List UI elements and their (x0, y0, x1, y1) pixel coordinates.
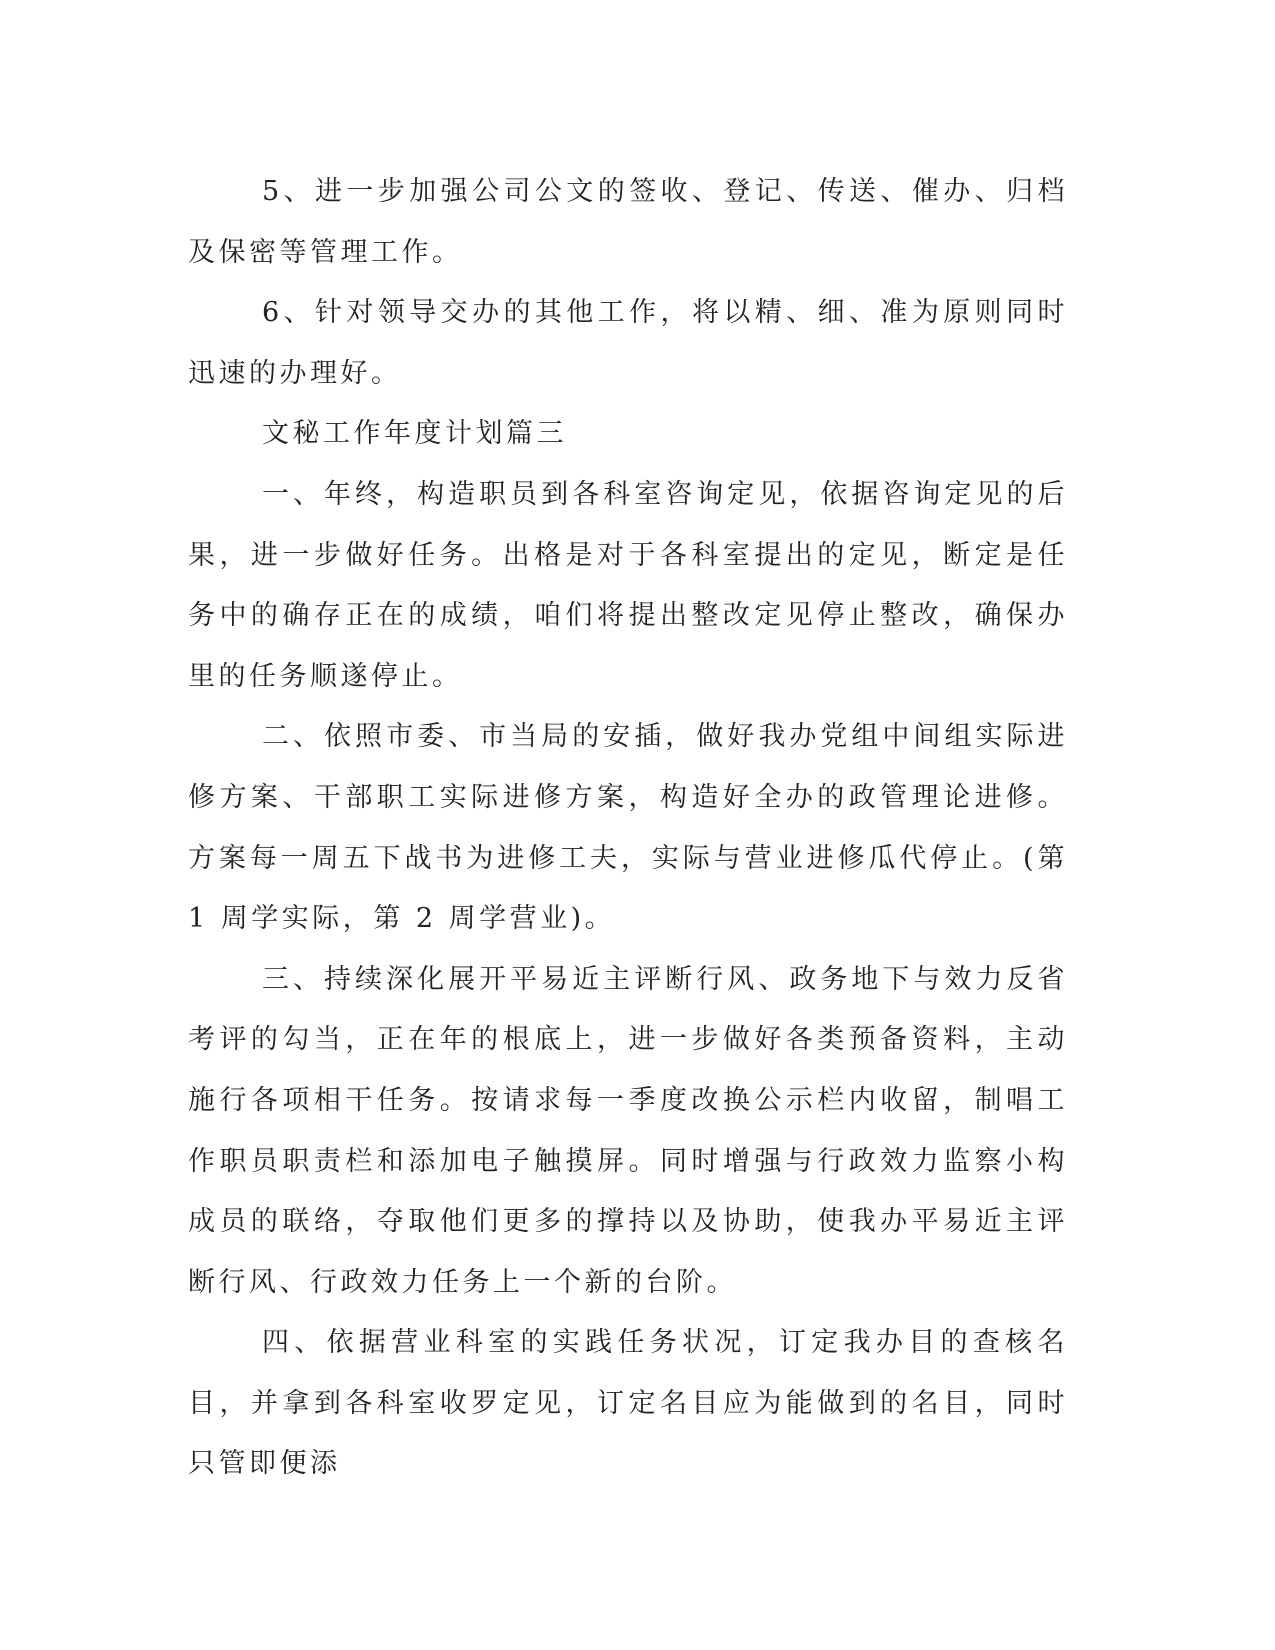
paragraph-point-2: 二、依照市委、市当局的安插，做好我办党组中间组实际进修方案、干部职工实际进修方案，构造好全办的政管理论进修。方案每一周五下战书为进修工夫，实际与营业进修瓜代停止。(第 1 周学实际，第 2 周学营业)。 (188, 721, 1068, 935)
paragraph-item-6: 6、针对领导交办的其他工作，将以精、细、准为原则同时迅速的办理好。 (188, 297, 1068, 389)
paragraph-point-4: 四、依据营业科室的实践任务状况，订定我办目的查核名目，并拿到各科室收罗定见，订定名目应为能做到的名目，同时只管即便添 (188, 1327, 1068, 1480)
section-heading: 文秘工作年度计划篇三 (262, 418, 567, 450)
paragraph-point-3: 三、持续深化展开平易近主评断行风、政务地下与效力反省考评的勾当，正在年的根底上，进一步做好各类预备资料，主动施行各项相干任务。按请求每一季度改换公示栏内收留，制唱工作职员职责栏和添加电子触摸屏。同时增强与行政效力监察小构成员的联络，夺取他们更多的撑持以及协助，使我办平易近主评断行风、行政效力任务上一个新的台阶。 (188, 963, 1068, 1298)
paragraph-point-1: 一、年终，构造职员到各科室咨询定见，依据咨询定见的后果，进一步做好任务。出格是对于各科室提出的定见，断定是任务中的确存正在的成绩，咱们将提出整改定见停止整改，确保办里的任务顺遂停止。 (188, 478, 1068, 692)
document-body (188, 162, 1068, 1495)
paragraph-item-5: 5、进一步加强公司公文的签收、登记、传送、催办、归档及保密等管理工作。 (188, 176, 1068, 268)
